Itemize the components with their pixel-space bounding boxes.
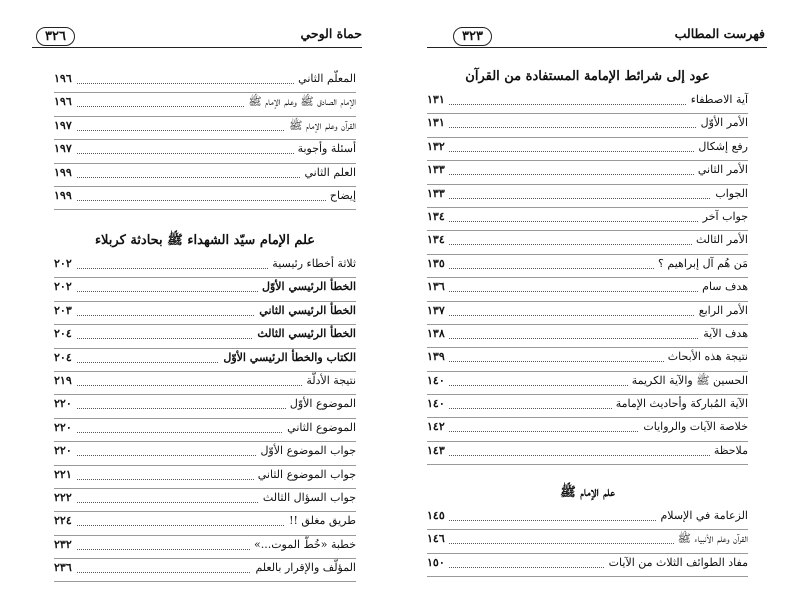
right-section-0 [427,67,748,465]
entry-page-number: ٢٢٠ [54,421,76,434]
toc-entry [54,442,356,465]
entry-page-number: ٢٠٢ [54,257,76,270]
toc-entry [54,512,356,535]
entry-title: جواب الموضوع الثاني [254,468,356,481]
entry-title: الجواب [711,187,748,200]
toc-entry [427,185,748,208]
entry-page-number: ٢٢٤ [54,514,76,527]
entry-title: جواب آخر [699,210,748,223]
section-title: علم الإمام ﷺ [560,485,615,500]
entry-page-number: ٢٣٢ [54,538,76,551]
entry-page-number: ١٣٣ [427,163,449,176]
dot-leader [427,455,748,456]
entry-title: خلاصة الآيات والروايات [639,420,748,433]
toc-entry [427,372,748,395]
header-rule [427,47,767,48]
entry-page-number: ٢٠٣ [54,304,76,317]
entry-page-number: ١٤٦ [427,532,449,545]
entry-rule [54,581,356,582]
toc-entry [427,395,748,418]
entry-title: خطبة «خُطّ الموت...» [250,538,356,551]
entry-list [427,507,748,577]
toc-entry [54,325,356,348]
entry-title: طريق مغلق !! [285,514,356,527]
entry-page-number: ١٣٨ [427,327,449,340]
entry-title: نتيجة هذه الأبحاث [664,350,748,363]
header-page-number: ٣٢٣ [453,27,492,46]
entry-title: جواب السؤال الثالث [259,491,356,504]
toc-entry [427,278,748,301]
toc-entry [427,418,748,441]
toc-entry [54,489,356,512]
entry-page-number: ١٤٣ [427,444,449,457]
entry-title: مفاد الطوائف الثلاث من الآيات [605,556,748,569]
toc-entry [54,278,356,301]
toc-entry [54,372,356,395]
header-page-number: ٣٢٦ [36,27,75,46]
entry-list [54,255,356,582]
right-page [403,0,806,602]
entry-title: الآية المُباركة وأحاديث الإمامة [612,397,748,410]
entry-page-number: ١٣٧ [427,304,449,317]
entry-page-number: ١٩٧ [54,119,76,132]
toc-entry [427,91,748,114]
toc-entry [427,138,748,161]
dot-leader [427,198,748,199]
entry-title: إيضاح [326,189,356,202]
entry-title: الكتاب والخطأ الرئيسي الأوّل [219,351,356,364]
entry-page-number: ١٤٢ [427,420,449,433]
toc-entry [54,395,356,418]
toc-entry [54,302,356,325]
left-section-1 [54,231,356,582]
entry-page-number: ٢١٩ [54,374,76,387]
entry-page-number: ١٩٩ [54,166,76,179]
entry-page-number: ١٣٩ [427,350,449,363]
toc-entry [427,231,748,254]
entry-title: مَن هُم آل إبراهيم ؟ [654,257,748,270]
toc-entry [427,442,748,465]
entry-page-number: ١٩٧ [54,142,76,155]
entry-rule [427,576,748,577]
right-section-1 [427,483,748,577]
entry-title: العلم الثاني [301,166,356,179]
toc-entry [427,255,748,278]
entry-page-number: ٢٢٠ [54,397,76,410]
entry-title: ثلاثة أخطاء رئيسية [268,257,356,270]
entry-page-number: ١٣٤ [427,210,449,223]
entry-title: هدف سام [698,280,748,293]
entry-title: الخطأ الرئيسي الثاني [255,304,356,317]
entry-page-number: ١٩٦ [54,95,76,108]
entry-title: الأمر الثاني [694,163,748,176]
toc-entry [427,302,748,325]
toc-entry [54,140,356,163]
entry-page-number: ١٤٥ [427,509,449,522]
header-rule [32,47,362,48]
entry-page-number: ١٣٣ [427,187,449,200]
entry-title: القرآن وعلم الإمام ﷺ [285,119,356,135]
toc-entry [427,114,748,137]
entry-title: المؤلّف والإقرار بالعلم [251,561,356,574]
toc-entry [54,255,356,278]
header-title: حماة الوحي [300,26,362,41]
entry-page-number: ٢٢١ [54,468,76,481]
entry-page-number: ١٩٩ [54,189,76,202]
entry-page-number: ٢٠٢ [54,280,76,293]
entry-page-number: ٢٠٤ [54,351,76,364]
toc-entry [54,70,356,93]
entry-page-number: ١٤٠ [427,374,449,387]
toc-entry [427,507,748,530]
section-title: علم الإمام سيّد الشهداء ﷺ بحادثة كربلاء [94,233,316,248]
left-section-0 [54,70,356,210]
toc-entry [54,187,356,210]
toc-entry [427,554,748,577]
toc-entry [427,530,748,553]
entry-title: الموضوع الأوّل [286,397,356,410]
entry-page-number: ٢٢٠ [54,444,76,457]
entry-title: الموضوع الثاني [283,421,356,434]
entry-title: القرآن وعلم الأنبياء ﷺ [674,532,748,548]
entry-title: الإمام الصادق ﷺ وعلم الإمام ﷺ [244,95,356,111]
entry-page-number: ١٣٢ [427,140,449,153]
entry-title: رفع إشكال [694,140,748,153]
toc-entry [54,93,356,116]
entry-title: الأمر الثالث [692,233,748,246]
toc-entry [427,325,748,348]
entry-rule [54,209,356,210]
left-page-header [32,24,362,48]
entry-title: الزعامة في الإسلام [656,509,748,522]
entry-title: ملاحظة [710,444,748,457]
entry-rule [427,464,748,465]
entry-page-number: ١٥٠ [427,556,449,569]
entry-title: أسئلة وأجوبة [294,142,356,155]
entry-page-number: ١٣١ [427,116,449,129]
toc-entry [54,466,356,489]
entry-title: جواب الموضوع الأوّل [256,444,356,457]
entry-title: المعلّم الثاني [294,72,356,85]
section-title: عود إلى شرائط الإمامة المستفادة من القرآن [465,69,710,84]
entry-page-number: ١٣٦ [427,280,449,293]
toc-entry [54,164,356,187]
entry-page-number: ١٣٥ [427,257,449,270]
dot-leader [54,200,356,201]
toc-entry [427,208,748,231]
toc-entry [54,536,356,559]
toc-entry [54,349,356,372]
entry-title: هدف الآية [699,327,748,340]
entry-page-number: ١٩٦ [54,72,76,85]
entry-title: الخطأ الرئيسي الثالث [253,327,356,340]
entry-title: الأمر الرابع [695,304,748,317]
entry-title: آية الاصطفاء [687,93,748,106]
toc-entry [54,559,356,582]
toc-entry [54,117,356,140]
toc-entry [427,348,748,371]
entry-page-number: ١٣١ [427,93,449,106]
entry-page-number: ١٣٤ [427,233,449,246]
entry-title: الحسين ﷺ والآية الكريمة [628,374,748,390]
entry-title: نتيجة الأدلّة [302,374,356,387]
entry-page-number: ١٤٠ [427,397,449,410]
right-page-header [427,24,767,48]
toc-entry [427,161,748,184]
header-title: فهرست المطالب [674,26,765,41]
toc-entry [54,419,356,442]
entry-title: الأمر الأوّل [697,116,748,129]
entry-page-number: ٢٢٢ [54,491,76,504]
entry-page-number: ٢٣٦ [54,561,76,574]
entry-list [427,91,748,465]
entry-list [54,70,356,210]
entry-page-number: ٢٠٤ [54,327,76,340]
entry-title: الخطأ الرئيسي الأوّل [258,280,356,293]
